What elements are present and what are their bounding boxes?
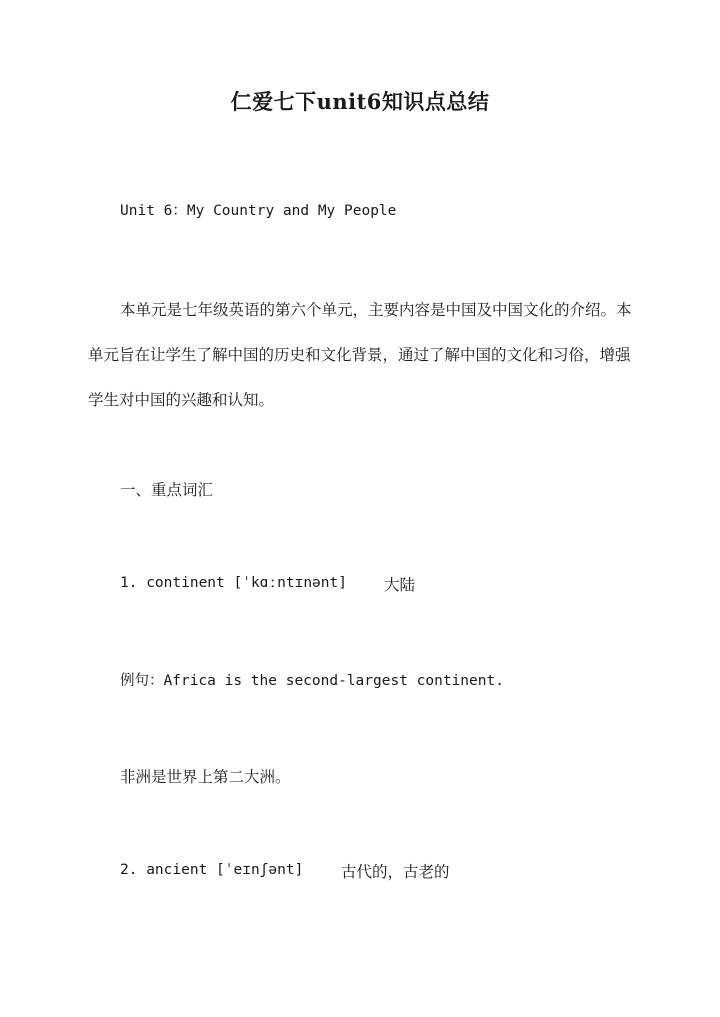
vocab-meaning: 大陆 xyxy=(384,576,416,594)
vocab-word: 1. continent [ˈkɑːntɪnənt] xyxy=(120,575,347,591)
vocab-entry-ancient xyxy=(120,860,450,881)
document-title: 仁爱七下unit6知识点总结 xyxy=(230,89,490,114)
intro-paragraph: 本单元是七年级英语的第六个单元，主要内容是中国及中国文化的介绍。本单元旨在让学生了解中国的历史和文化背景，通过了解中国的文化和习俗，增强学生对中国的兴趣和认知。 xyxy=(88,301,632,409)
vocab-entry-continent xyxy=(120,573,416,594)
section-heading-key-vocabulary: 一、重点词汇 xyxy=(120,481,214,499)
vocab-word: 2. ancient [ˈeɪnʃənt] xyxy=(120,862,304,878)
example-sentence: 例句：Africa is the second-largest continent. xyxy=(120,673,504,689)
unit-heading: Unit 6：My Country and My People xyxy=(120,203,397,219)
example-translation: 非洲是世界上第二大洲。 xyxy=(120,768,291,786)
vocab-meaning: 古代的，古老的 xyxy=(341,863,450,881)
